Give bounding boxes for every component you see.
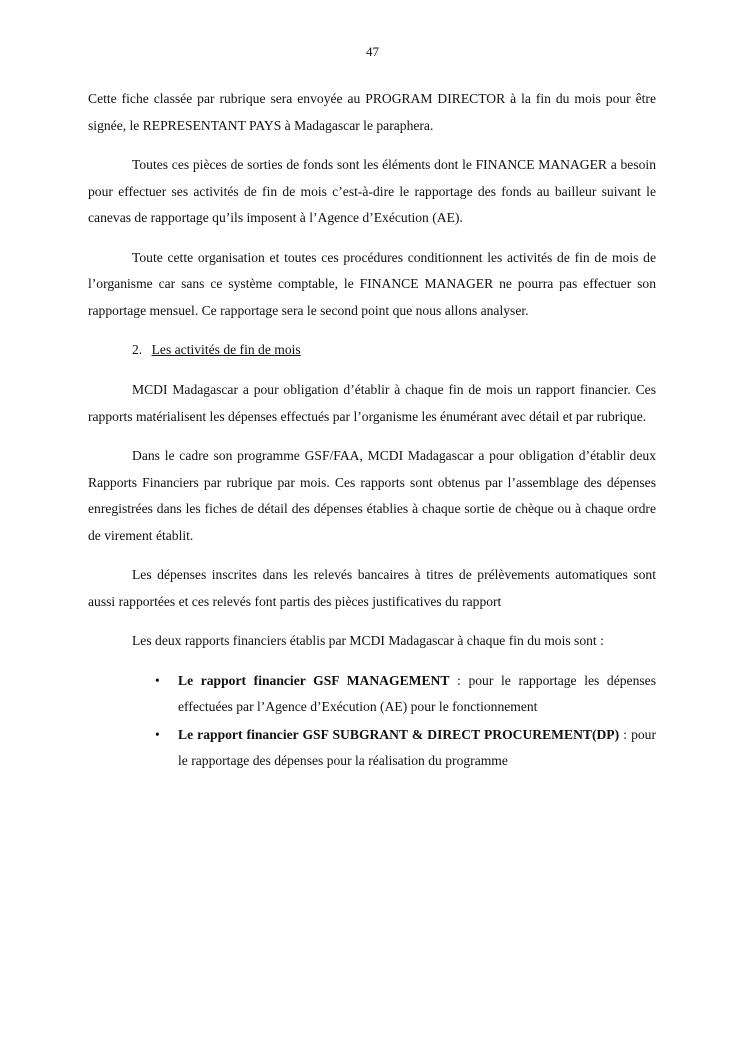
paragraph-programme: Dans le cadre son programme GSF/FAA, MCDI Madagascar a pour obligation d’établir deux Rapports Financiers par rubrique par mois. Ces rapports sont obtenus par l’assemblage des dépenses enregistrées dans les fiches de détail des dépenses établies à chaque sortie de chèque ou à chaque ordre de virement établit.: [88, 448, 656, 543]
document-body: [88, 86, 656, 776]
paragraph-pieces: Toutes ces pièces de sorties de fonds sont les éléments dont le FINANCE MANAGER a besoin pour effectuer ses activités de fin de mois c’est-à-dire le rapportage des fonds au bailleur suivant le canevas de rapportage qu’ils imposent à l’Agence d’Exécution (AE).: [88, 157, 656, 225]
section-heading: [132, 337, 656, 363]
list-item-title: Le rapport financier GSF SUBGRANT & DIRECT PROCUREMENT(DP): [178, 726, 620, 742]
section-number: 2.: [132, 342, 143, 357]
list-item: [155, 722, 656, 774]
list-item-title: Le rapport financier GSF MANAGEMENT: [178, 672, 450, 688]
section-title: Les activités de fin de mois: [151, 342, 301, 357]
bullet-icon: •: [155, 672, 160, 688]
paragraph-fiche: Cette fiche classée par rubrique sera envoyée au PROGRAM DIRECTOR à la fin du mois pour être signée, le REPRESENTANT PAYS à Madagascar le paraphera.: [88, 91, 656, 133]
bullet-icon: •: [155, 726, 160, 742]
list-item: [155, 668, 656, 720]
paragraph-releves: Les dépenses inscrites dans les relevés bancaires à titres de prélèvements automatiques sont aussi rapportées et ces relevés font partis des pièces justificatives du rapport: [88, 567, 656, 609]
report-list: [88, 668, 656, 774]
paragraph-organisation: Toute cette organisation et toutes ces procédures conditionnent les activités de fin de mois de l’organisme car sans ce système comptable, le FINANCE MANAGER ne pourra pas effectuer son rapportage mensuel. Ce rapportage sera le second point que nous allons analyser.: [88, 249, 656, 318]
paragraph-rapports-intro: Les deux rapports financiers établis par MCDI Madagascar à chaque fin du mois sont :: [132, 633, 604, 648]
paragraph-obligation: MCDI Madagascar a pour obligation d’établir à chaque fin de mois un rapport financier. Ces rapports matérialisent les dépenses effectués par l’organisme les énumérant avec détail et par rubrique.: [88, 382, 656, 424]
page-number: 47: [366, 44, 379, 59]
list-item-text: : pour le rapportage les dépenses effectuées par l’Agence d’Exécution (AE) pour le fonctionnement: [178, 672, 656, 714]
list-item-text: : pour le rapportage des dépenses pour la réalisation du programme: [178, 726, 656, 768]
